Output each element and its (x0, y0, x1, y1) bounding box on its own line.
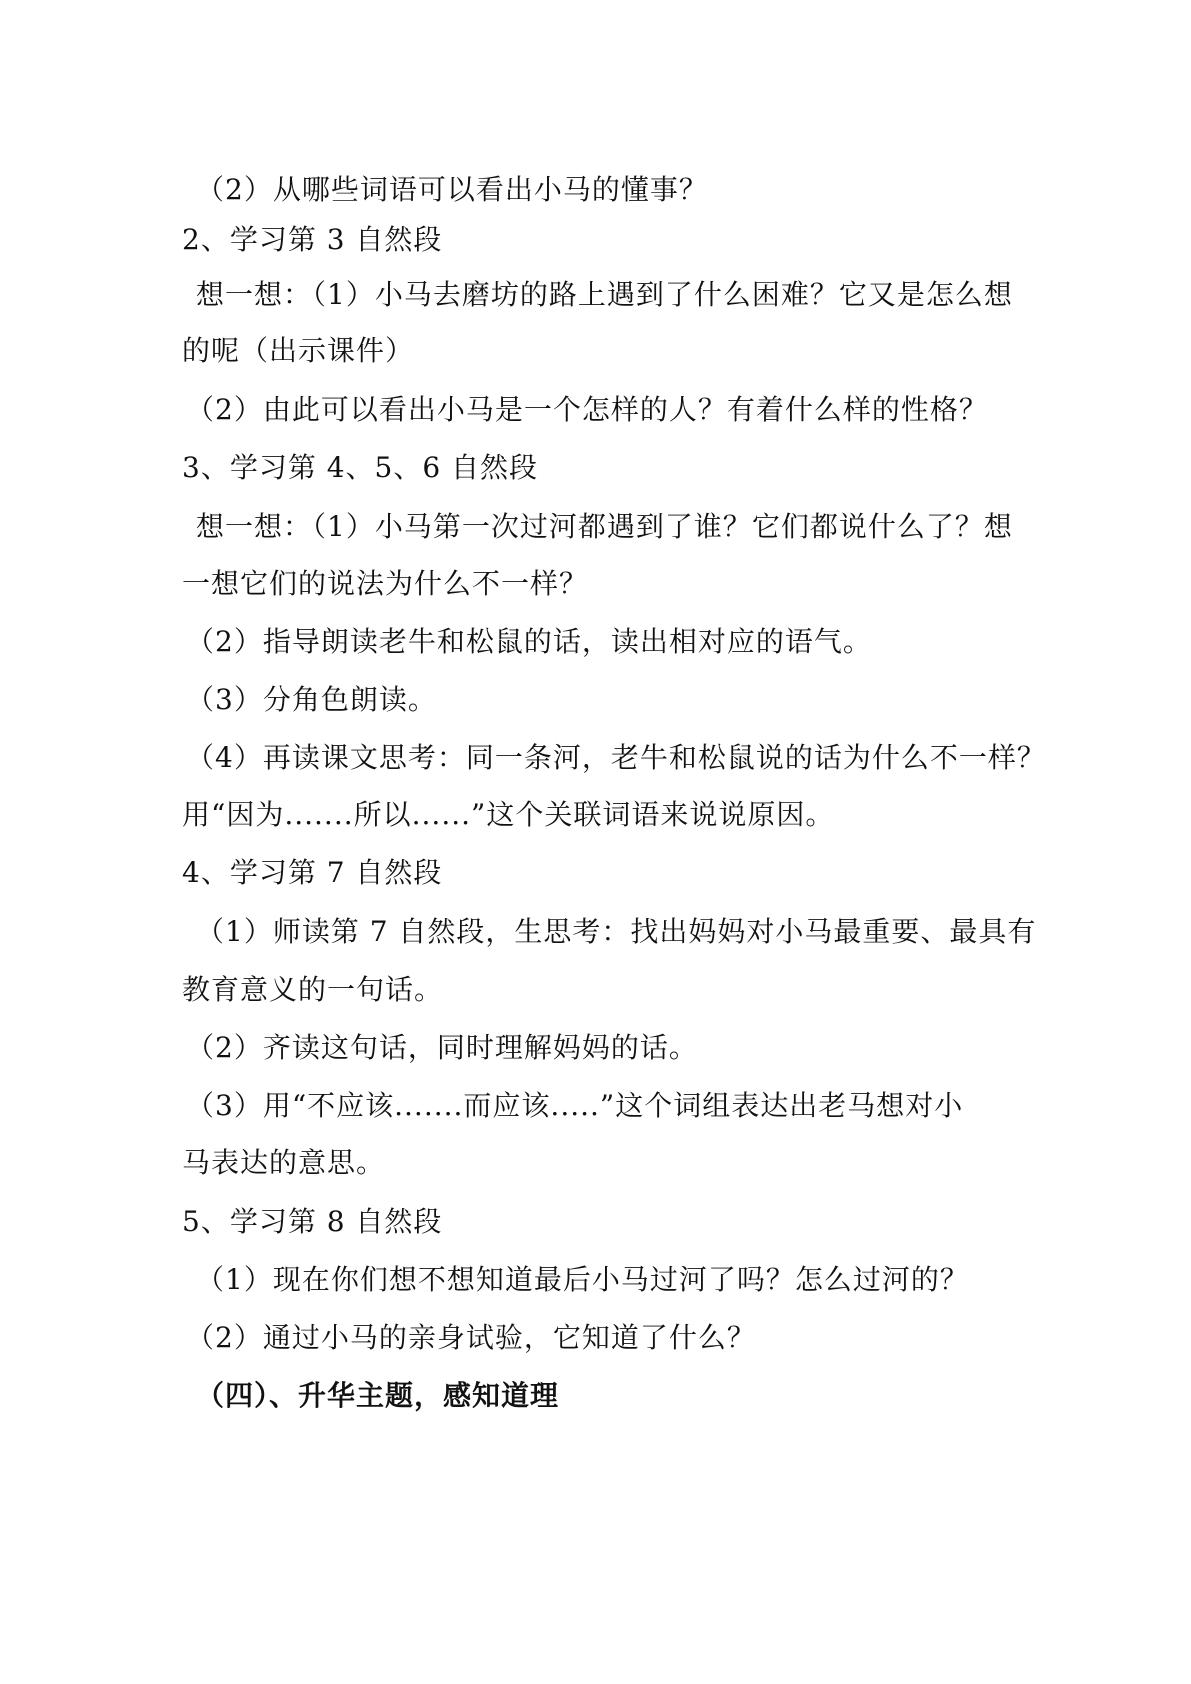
text-line: （3）分角色朗读。 (186, 683, 437, 716)
text-line: （2）通过小马的亲身试验，它知道了什么？ (186, 1321, 756, 1354)
text-line: 想一想：（1）小马第一次过河都遇到了谁？它们都说什么了？想 (196, 510, 1013, 543)
text-line: （2）齐读这句话，同时理解妈妈的话。 (186, 1031, 698, 1064)
text-line: 的呢（出示课件） (182, 334, 415, 367)
section-heading: 2、学习第 3 自然段 (182, 223, 443, 256)
text-line: （4）再读课文思考：同一条河，老牛和松鼠说的话为什么不一样？ (186, 741, 1046, 774)
section-heading: 3、学习第 4、5、6 自然段 (182, 451, 539, 484)
part-heading: （四）、升华主题，感知道理 (196, 1379, 560, 1412)
section-heading: 5、学习第 8 自然段 (182, 1205, 443, 1238)
text-line: （2）从哪些词语可以看出小马的懂事？ (196, 173, 708, 206)
text-line: （2）由此可以看出小马是一个怎样的人？有着什么样的性格？ (186, 393, 988, 426)
text-line: （3）用“不应该.......而应该.....”这个词组表达出老马想对小 (186, 1089, 964, 1122)
text-line: （1）师读第 7 自然段，生思考：找出妈妈对小马最重要、最具有 (196, 915, 1037, 948)
section-heading: 4、学习第 7 自然段 (182, 856, 443, 889)
text-line: 用“因为.......所以......”这个关联词语来说说原因。 (182, 798, 835, 831)
text-line: 想一想：（1）小马去磨坊的路上遇到了什么困难？它又是怎么想 (196, 278, 1013, 311)
text-line: （2）指导朗读老牛和松鼠的话，读出相对应的语气。 (186, 625, 872, 658)
text-line: 马表达的意思。 (182, 1146, 386, 1179)
text-line: 教育意义的一句话。 (182, 973, 444, 1006)
text-line: （1）现在你们想不想知道最后小马过河了吗？怎么过河的？ (196, 1263, 969, 1296)
text-line: 一想它们的说法为什么不一样？ (182, 567, 589, 600)
